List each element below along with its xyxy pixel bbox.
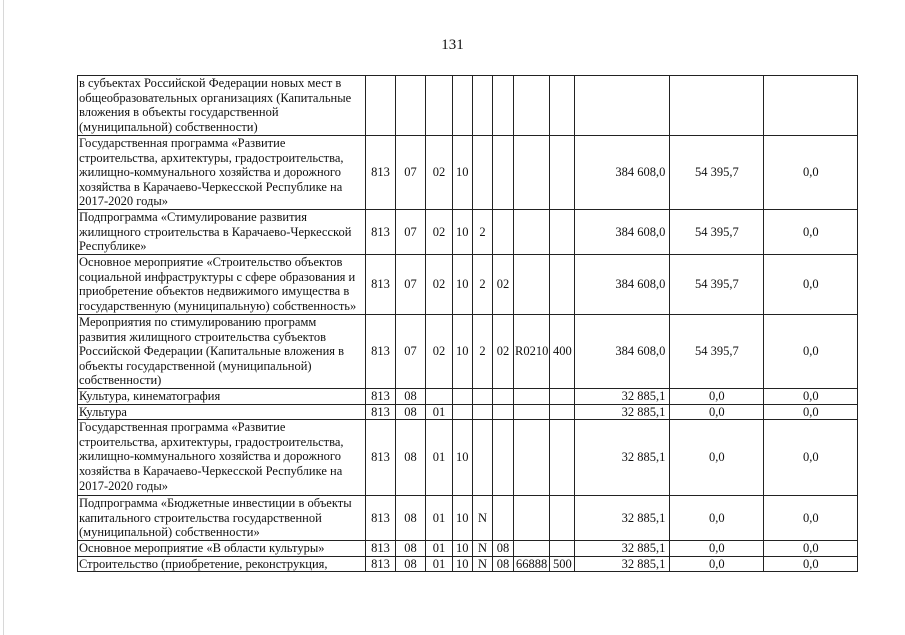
cell-rz: 08 [396,541,426,557]
cell-sum-1: 32 885,1 [575,420,670,496]
cell-vr [550,420,575,496]
cell-ved: 813 [366,556,396,572]
cell-cs-direction: R0210 [514,314,550,388]
cell-vr [550,76,575,136]
cell-sum-2: 0,0 [670,541,764,557]
cell-ved: 813 [366,254,396,314]
cell-sum-3: 0,0 [764,254,858,314]
cell-cs-subprogram: N [473,541,493,557]
row-name: Строительство (приобретение, реконструкция, [78,556,366,572]
cell-cs-direction [514,404,550,420]
cell-cs-direction [514,209,550,254]
table-row [78,496,858,541]
table-row [78,556,858,572]
cell-cs-activity [493,388,514,404]
cell-vr [550,209,575,254]
cell-cs-direction [514,496,550,541]
cell-sum-3: 0,0 [764,209,858,254]
cell-sum-1: 32 885,1 [575,556,670,572]
cell-cs-activity [493,209,514,254]
cell-cs-subprogram [473,420,493,496]
table-row [78,209,858,254]
cell-cs-subprogram [473,404,493,420]
cell-vr [550,541,575,557]
cell-cs-program: 10 [453,314,473,388]
budget-table [77,75,858,572]
cell-vr [550,136,575,210]
cell-cs-subprogram: 2 [473,209,493,254]
cell-cs-program [453,388,473,404]
cell-sum-1: 384 608,0 [575,209,670,254]
cell-cs-activity [493,404,514,420]
cell-pr [426,76,453,136]
cell-cs-subprogram: N [473,556,493,572]
cell-sum-3: 0,0 [764,404,858,420]
cell-cs-direction [514,76,550,136]
table-row [78,136,858,210]
table-row [78,254,858,314]
cell-ved: 813 [366,209,396,254]
row-name: Мероприятия по стимулированию программ развития жилищного строительства субъектов Российской Федерации (Капитальные вложения в объекты государственной (муниципальной) собственности) [78,314,366,388]
row-name: Государственная программа «Развитие строительства, архитектуры, градостроительства, жилищно-коммунального хозяйства и дорожного хозяйства в Карачаево-Черкесской Республике на 2017-2020 годы» [78,136,366,210]
table-row [78,541,858,557]
cell-sum-2: 54 395,7 [670,254,764,314]
cell-cs-direction [514,136,550,210]
cell-cs-program: 10 [453,496,473,541]
cell-rz [396,76,426,136]
cell-sum-3: 0,0 [764,496,858,541]
cell-pr: 02 [426,209,453,254]
cell-rz: 08 [396,556,426,572]
cell-sum-2: 0,0 [670,388,764,404]
cell-sum-2: 54 395,7 [670,209,764,254]
cell-pr: 01 [426,541,453,557]
cell-vr [550,496,575,541]
cell-cs-direction [514,541,550,557]
cell-cs-subprogram [473,388,493,404]
table-row [78,388,858,404]
cell-pr: 01 [426,556,453,572]
cell-cs-program: 10 [453,209,473,254]
cell-rz: 07 [396,314,426,388]
cell-ved: 813 [366,314,396,388]
cell-cs-program: 10 [453,420,473,496]
cell-rz: 08 [396,404,426,420]
page-number: 131 [441,37,464,53]
cell-sum-3 [764,76,858,136]
row-name: Культура, кинематография [78,388,366,404]
table-row [78,314,858,388]
cell-ved: 813 [366,541,396,557]
cell-sum-3: 0,0 [764,541,858,557]
cell-sum-1: 32 885,1 [575,541,670,557]
cell-rz: 07 [396,209,426,254]
cell-rz: 07 [396,136,426,210]
cell-pr: 01 [426,496,453,541]
cell-cs-direction [514,388,550,404]
cell-sum-2: 0,0 [670,420,764,496]
cell-pr [426,388,453,404]
cell-cs-program: 10 [453,136,473,210]
cell-sum-2: 0,0 [670,496,764,541]
row-name: Основное мероприятие «В области культуры» [78,541,366,557]
cell-cs-program: 10 [453,556,473,572]
cell-cs-activity: 08 [493,556,514,572]
cell-ved: 813 [366,136,396,210]
cell-pr: 02 [426,136,453,210]
cell-cs-subprogram: N [473,496,493,541]
cell-cs-subprogram: 2 [473,314,493,388]
cell-vr [550,388,575,404]
cell-ved: 813 [366,404,396,420]
cell-ved: 813 [366,496,396,541]
cell-cs-direction [514,254,550,314]
cell-cs-activity [493,420,514,496]
cell-cs-activity [493,136,514,210]
cell-rz: 07 [396,254,426,314]
cell-cs-activity [493,496,514,541]
cell-sum-1: 32 885,1 [575,496,670,541]
cell-cs-direction [514,420,550,496]
row-name: Подпрограмма «Бюджетные инвестиции в объекты капитального строительства государственной (муниципальной) собственности» [78,496,366,541]
table-row [78,404,858,420]
cell-sum-3: 0,0 [764,314,858,388]
cell-sum-3: 0,0 [764,556,858,572]
cell-sum-1: 384 608,0 [575,254,670,314]
cell-sum-1: 384 608,0 [575,136,670,210]
cell-sum-2: 0,0 [670,404,764,420]
cell-cs-program [453,76,473,136]
cell-vr [550,254,575,314]
cell-ved: 813 [366,388,396,404]
row-name: Государственная программа «Развитие строительства, архитектуры, градостроительства, жилищно-коммунального хозяйства и дорожного хозяйства в Карачаево-Черкесской Республике на 2017-2020 годы» [78,420,366,496]
cell-vr: 400 [550,314,575,388]
cell-cs-activity [493,76,514,136]
row-name: Культура [78,404,366,420]
cell-sum-3: 0,0 [764,388,858,404]
cell-vr: 500 [550,556,575,572]
cell-sum-1: 32 885,1 [575,404,670,420]
cell-sum-3: 0,0 [764,420,858,496]
row-name: Основное мероприятие «Строительство объектов социальной инфраструктуры с сфере образования и приобретение объектов недвижимого имущества в государственную (муниципальную) собственность» [78,254,366,314]
cell-cs-program [453,404,473,420]
cell-sum-2: 0,0 [670,556,764,572]
cell-ved: 813 [366,420,396,496]
cell-pr: 01 [426,420,453,496]
cell-sum-3: 0,0 [764,136,858,210]
cell-ved [366,76,396,136]
cell-cs-activity: 02 [493,314,514,388]
cell-cs-subprogram [473,136,493,210]
cell-pr: 02 [426,254,453,314]
cell-cs-activity: 08 [493,541,514,557]
cell-cs-program: 10 [453,541,473,557]
row-name: в субъектах Российской Федерации новых мест в общеобразовательных организациях (Капитальные вложения в объекты государственной (муниципальной) собственности) [78,76,366,136]
table-row [78,76,858,136]
cell-rz: 08 [396,388,426,404]
cell-rz: 08 [396,496,426,541]
cell-pr: 02 [426,314,453,388]
cell-vr [550,404,575,420]
cell-sum-1: 32 885,1 [575,388,670,404]
cell-cs-direction: 66888 [514,556,550,572]
cell-sum-1: 384 608,0 [575,314,670,388]
cell-cs-subprogram: 2 [473,254,493,314]
cell-rz: 08 [396,420,426,496]
cell-cs-activity: 02 [493,254,514,314]
row-name: Подпрограмма «Стимулирование развития жилищного строительства в Карачаево-Черкесской Республике» [78,209,366,254]
cell-sum-2 [670,76,764,136]
cell-sum-2: 54 395,7 [670,136,764,210]
cell-cs-program: 10 [453,254,473,314]
cell-sum-1 [575,76,670,136]
cell-pr: 01 [426,404,453,420]
table-row [78,420,858,496]
cell-cs-subprogram [473,76,493,136]
cell-sum-2: 54 395,7 [670,314,764,388]
scan-edge-line [3,0,4,635]
